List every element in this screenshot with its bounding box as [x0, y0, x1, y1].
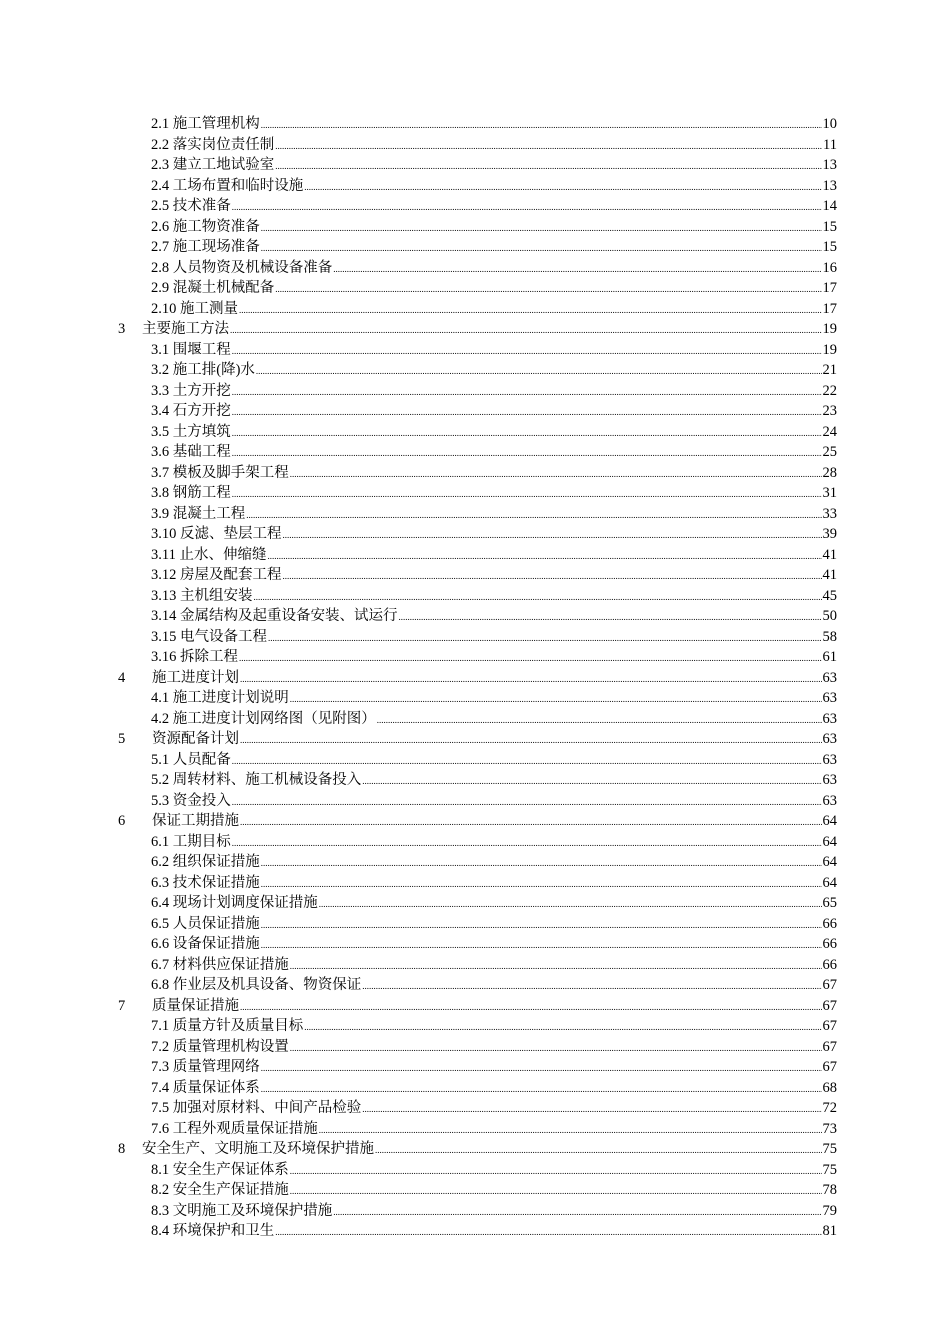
toc-entry-title: 3.4 石方开挖 — [151, 403, 231, 419]
toc-entry-title: 3.3 土方开挖 — [151, 382, 231, 399]
toc-dot-leader — [362, 1099, 821, 1120]
toc-entry-row — [151, 688, 837, 710]
toc-entry-title: 7.5 加强对原材料、中间产品检验 — [151, 1100, 362, 1116]
toc-dot-leader — [261, 238, 822, 259]
toc-entry-row — [151, 114, 837, 136]
toc-dot-leader — [319, 894, 822, 915]
toc-entry-row — [151, 1221, 837, 1243]
toc-entry-row — [151, 750, 837, 772]
toc-dot-leader — [261, 1079, 822, 1100]
toc-entry-row — [151, 709, 837, 731]
toc-dot-leader — [275, 156, 821, 177]
toc-section-entry[interactable] — [0, 914, 950, 935]
toc-section-entry[interactable] — [0, 217, 950, 238]
toc-entry-title: 2.10 施工测量 — [151, 300, 238, 317]
toc-dot-leader — [232, 833, 822, 854]
toc-entry-title: 质量保证措施 — [152, 997, 239, 1014]
toc-page-number: 17 — [822, 300, 837, 317]
toc-dot-leader — [275, 279, 821, 300]
toc-section-entry[interactable] — [0, 401, 950, 422]
toc-chapter-number: 6 — [118, 813, 126, 829]
toc-section-entry[interactable] — [0, 176, 950, 197]
toc-dot-leader — [261, 218, 822, 239]
toc-entry-row — [151, 217, 837, 239]
toc-chapter-entry[interactable] — [0, 668, 950, 689]
toc-entry-title: 5.2 周转材料、施工机械设备投入 — [151, 772, 362, 788]
toc-page-number: 45 — [822, 587, 837, 604]
toc-entry-title: 保证工期措施 — [152, 813, 239, 829]
toc-dot-leader — [261, 1058, 822, 1079]
toc-section-entry[interactable] — [0, 278, 950, 299]
toc-entry-row — [151, 340, 837, 362]
toc-dot-leader — [261, 115, 822, 136]
toc-chapter-entry[interactable] — [0, 811, 950, 832]
toc-page-number: 33 — [822, 505, 837, 522]
toc-page-number: 75 — [822, 1161, 837, 1178]
toc-dot-leader — [290, 956, 822, 977]
toc-entry-row — [151, 565, 837, 587]
toc-section-entry[interactable] — [0, 893, 950, 914]
toc-dot-leader — [240, 669, 822, 690]
toc-page-number: 11 — [823, 136, 837, 153]
toc-section-entry[interactable] — [0, 114, 950, 135]
toc-entry-row — [151, 955, 837, 977]
toc-dot-leader — [261, 853, 822, 874]
toc-entry-row — [151, 463, 837, 485]
toc-section-entry[interactable] — [0, 155, 950, 176]
toc-page-number: 79 — [822, 1202, 837, 1219]
toc-entry-row — [151, 586, 837, 608]
toc-entry-title: 6.6 设备保证措施 — [151, 936, 260, 952]
toc-entry-row — [151, 1057, 837, 1079]
toc-entry-title: 2.6 施工物资准备 — [151, 218, 260, 235]
toc-entry-title: 3.6 基础工程 — [151, 444, 231, 460]
toc-dot-leader — [256, 361, 822, 382]
toc-entry-title: 5.3 资金投入 — [151, 792, 231, 809]
toc-section-entry[interactable] — [0, 975, 950, 996]
toc-page-number: 21 — [822, 362, 837, 378]
toc-section-entry[interactable] — [0, 709, 950, 730]
toc-page-number: 19 — [822, 341, 837, 358]
toc-entry-row — [151, 1078, 837, 1100]
toc-entry-row — [151, 627, 837, 649]
toc-entry-row — [151, 1016, 837, 1038]
toc-entry-title: 3.14 金属结构及起重设备安装、试运行 — [151, 608, 398, 624]
toc-section-entry[interactable] — [0, 955, 950, 976]
toc-entry-row — [151, 483, 837, 505]
toc-entry-row — [151, 1180, 837, 1202]
toc-entry-title: 6.3 技术保证措施 — [151, 874, 260, 891]
toc-dot-leader — [267, 546, 821, 567]
toc-section-entry[interactable] — [0, 1180, 950, 1201]
toc-entry-row — [151, 873, 837, 895]
toc-section-entry[interactable] — [0, 504, 950, 525]
toc-page-number: 16 — [822, 259, 837, 276]
table-of-contents — [0, 114, 950, 1242]
toc-page-number: 67 — [822, 997, 837, 1014]
toc-page-number: 63 — [822, 792, 837, 809]
toc-page-number: 15 — [822, 239, 837, 255]
toc-dot-leader — [261, 915, 822, 936]
toc-entry-row — [151, 196, 837, 218]
toc-page-number: 25 — [822, 444, 837, 460]
toc-entry-row — [151, 155, 837, 177]
toc-page-number: 23 — [822, 403, 837, 419]
toc-entry-title: 7.4 质量保证体系 — [151, 1079, 260, 1096]
toc-page-number: 41 — [822, 567, 837, 583]
toc-entry-title: 6.5 人员保证措施 — [151, 915, 260, 932]
toc-page-number: 19 — [822, 321, 837, 337]
toc-page-number: 67 — [822, 1018, 837, 1034]
toc-dot-leader — [232, 382, 822, 403]
toc-entry-title: 3.11 止水、伸缩缝 — [151, 546, 267, 563]
toc-page-number: 63 — [822, 710, 837, 727]
toc-page-number: 39 — [822, 526, 837, 542]
toc-page-number: 28 — [822, 464, 837, 481]
toc-section-entry[interactable] — [0, 791, 950, 812]
toc-entry-title: 3.5 土方填筑 — [151, 423, 231, 440]
toc-section-entry[interactable] — [0, 1160, 950, 1181]
toc-entry-title: 8.1 安全生产保证体系 — [151, 1161, 289, 1178]
toc-page-number: 63 — [822, 690, 837, 706]
toc-page-number: 73 — [822, 1120, 837, 1137]
toc-entry-title: 3.12 房屋及配套工程 — [151, 567, 282, 583]
toc-page-number: 15 — [822, 218, 837, 235]
toc-entry-row — [142, 319, 837, 341]
toc-entry-row — [151, 401, 837, 423]
toc-dot-leader — [232, 402, 822, 423]
toc-section-entry[interactable] — [0, 299, 950, 320]
toc-section-entry[interactable] — [0, 586, 950, 607]
toc-entry-row — [152, 729, 837, 751]
toc-page-number: 58 — [822, 628, 837, 645]
toc-page-number: 78 — [822, 1182, 837, 1198]
toc-entry-row — [151, 422, 837, 444]
toc-dot-leader — [268, 628, 822, 649]
toc-entry-title: 2.4 工场布置和临时设施 — [151, 177, 304, 194]
toc-dot-leader — [240, 730, 822, 751]
toc-dot-leader — [362, 976, 821, 997]
toc-page-number: 67 — [822, 1059, 837, 1075]
toc-page-number: 67 — [822, 1038, 837, 1055]
toc-dot-leader — [319, 1120, 822, 1141]
toc-section-entry[interactable] — [0, 135, 950, 156]
toc-page-number: 22 — [822, 382, 837, 399]
toc-entry-row — [151, 504, 837, 526]
toc-entry-title: 3.13 主机组安装 — [151, 587, 253, 604]
toc-page-number: 63 — [822, 772, 837, 788]
toc-section-entry[interactable] — [0, 237, 950, 258]
toc-entry-row — [151, 1201, 837, 1223]
toc-entry-title: 3.15 电气设备工程 — [151, 628, 267, 645]
toc-dot-leader — [232, 341, 822, 362]
toc-entry-row — [151, 791, 837, 813]
toc-entry-title: 5.1 人员配备 — [151, 751, 231, 768]
toc-chapter-number: 5 — [118, 731, 126, 747]
toc-dot-leader — [375, 1140, 822, 1161]
toc-dot-leader — [254, 587, 822, 608]
toc-entry-title: 3.2 施工排(降)水 — [151, 362, 255, 378]
toc-entry-title: 主要施工方法 — [142, 321, 229, 337]
toc-entry-title: 6.2 组织保证措施 — [151, 854, 260, 870]
toc-entry-title: 2.9 混凝土机械配备 — [151, 280, 275, 296]
toc-entry-title: 安全生产、文明施工及环境保护措施 — [142, 1141, 374, 1157]
toc-entry-title: 3.7 模板及脚手架工程 — [151, 464, 289, 481]
toc-dot-leader — [290, 1181, 822, 1202]
toc-entry-title: 8.2 安全生产保证措施 — [151, 1182, 289, 1198]
toc-entry-row — [151, 442, 837, 464]
toc-page-number: 31 — [822, 485, 837, 501]
toc-section-entry[interactable] — [0, 688, 950, 709]
toc-dot-leader — [239, 648, 822, 669]
toc-entry-title: 3.9 混凝土工程 — [151, 505, 246, 522]
toc-dot-leader — [290, 464, 822, 485]
toc-entry-row — [152, 668, 837, 690]
toc-page-number: 63 — [822, 669, 837, 686]
toc-section-entry[interactable] — [0, 360, 950, 381]
toc-entry-title: 6.8 作业层及机具设备、物资保证 — [151, 977, 362, 993]
toc-dot-leader — [261, 935, 822, 956]
toc-page-number: 24 — [822, 423, 837, 440]
toc-section-entry[interactable] — [0, 1037, 950, 1058]
toc-entry-title: 7.2 质量管理机构设置 — [151, 1038, 289, 1055]
toc-page-number: 50 — [822, 608, 837, 624]
toc-entry-row — [142, 1139, 837, 1161]
toc-dot-leader — [232, 751, 822, 772]
toc-entry-title: 8.3 文明施工及环境保护措施 — [151, 1202, 333, 1219]
toc-section-entry[interactable] — [0, 852, 950, 873]
toc-entry-row — [151, 1037, 837, 1059]
toc-section-entry[interactable] — [0, 545, 950, 566]
toc-entry-row — [151, 524, 837, 546]
toc-chapter-number: 3 — [118, 321, 126, 337]
toc-chapter-entry[interactable] — [0, 319, 950, 340]
toc-entry-title: 2.5 技术准备 — [151, 198, 231, 214]
toc-entry-row — [151, 381, 837, 403]
toc-page-number: 17 — [822, 280, 837, 296]
toc-entry-row — [151, 770, 837, 792]
toc-entry-title: 2.7 施工现场准备 — [151, 239, 260, 255]
toc-entry-row — [151, 914, 837, 936]
toc-page-number: 66 — [822, 956, 837, 973]
toc-entry-row — [151, 852, 837, 874]
toc-page-number: 81 — [822, 1223, 837, 1239]
toc-entry-title: 3.10 反滤、垫层工程 — [151, 526, 282, 542]
toc-dot-leader — [333, 1202, 821, 1223]
toc-entry-title: 2.8 人员物资及机械设备准备 — [151, 259, 333, 276]
toc-page-number: 65 — [822, 895, 837, 911]
toc-page-number: 10 — [822, 116, 837, 132]
toc-section-entry[interactable] — [0, 1119, 950, 1140]
toc-section-entry[interactable] — [0, 1078, 950, 1099]
toc-section-entry[interactable] — [0, 340, 950, 361]
toc-entry-title: 3.8 钢筋工程 — [151, 485, 231, 501]
toc-entry-row — [151, 135, 837, 157]
toc-page-number: 68 — [822, 1079, 837, 1096]
toc-chapter-entry[interactable] — [0, 729, 950, 750]
toc-dot-leader — [239, 300, 822, 321]
toc-dot-leader — [261, 874, 822, 895]
toc-entry-title: 6.1 工期目标 — [151, 833, 231, 850]
toc-entry-row — [152, 811, 837, 833]
toc-entry-title: 4.1 施工进度计划说明 — [151, 690, 289, 706]
toc-entry-title: 3.16 拆除工程 — [151, 649, 238, 665]
toc-page-number: 75 — [822, 1141, 837, 1157]
toc-section-entry[interactable] — [0, 1057, 950, 1078]
toc-entry-row — [151, 237, 837, 259]
toc-dot-leader — [290, 689, 822, 710]
toc-section-entry[interactable] — [0, 463, 950, 484]
toc-entry-title: 6.4 现场计划调度保证措施 — [151, 895, 318, 911]
toc-section-entry[interactable] — [0, 258, 950, 279]
toc-dot-leader — [275, 1222, 821, 1243]
toc-page-number: 64 — [822, 833, 837, 850]
toc-entry-row — [151, 258, 837, 280]
toc-entry-title: 4.2 施工进度计划网络图（见附图） — [151, 710, 376, 727]
toc-section-entry[interactable] — [0, 934, 950, 955]
toc-entry-row — [152, 996, 837, 1018]
toc-page-number: 63 — [822, 751, 837, 768]
toc-section-entry[interactable] — [0, 1201, 950, 1222]
toc-page-number: 67 — [822, 977, 837, 993]
toc-section-entry[interactable] — [0, 1098, 950, 1119]
toc-dot-leader — [283, 525, 822, 546]
toc-entry-row — [151, 176, 837, 198]
toc-dot-leader — [399, 607, 822, 628]
toc-page-number: 64 — [822, 874, 837, 891]
toc-page-number: 66 — [822, 936, 837, 952]
toc-entry-row — [151, 975, 837, 997]
toc-entry-title: 3.1 围堰工程 — [151, 341, 231, 358]
toc-dot-leader — [246, 505, 821, 526]
toc-dot-leader — [232, 484, 822, 505]
toc-page-number: 72 — [822, 1100, 837, 1116]
toc-entry-title: 2.2 落实岗位责任制 — [151, 136, 275, 153]
toc-section-entry[interactable] — [0, 524, 950, 545]
toc-dot-leader — [230, 320, 822, 341]
toc-chapter-entry[interactable] — [0, 996, 950, 1017]
toc-dot-leader — [275, 136, 822, 157]
toc-entry-title: 7.3 质量管理网络 — [151, 1059, 260, 1075]
toc-section-entry[interactable] — [0, 1016, 950, 1037]
toc-entry-title: 6.7 材料供应保证措施 — [151, 956, 289, 973]
toc-entry-row — [151, 832, 837, 854]
toc-section-entry[interactable] — [0, 422, 950, 443]
toc-section-entry[interactable] — [0, 873, 950, 894]
toc-dot-leader — [232, 443, 822, 464]
toc-dot-leader — [232, 792, 822, 813]
toc-page-number: 66 — [822, 915, 837, 932]
toc-entry-title: 资源配备计划 — [152, 731, 239, 747]
toc-entry-row — [151, 1160, 837, 1182]
toc-dot-leader — [240, 812, 822, 833]
toc-page-number: 64 — [822, 813, 837, 829]
toc-section-entry[interactable] — [0, 647, 950, 668]
toc-section-entry[interactable] — [0, 770, 950, 791]
toc-entry-title: 7.1 质量方针及质量目标 — [151, 1018, 304, 1034]
toc-page-number: 63 — [822, 731, 837, 747]
toc-page-number: 13 — [822, 177, 837, 194]
toc-dot-leader — [290, 1161, 822, 1182]
toc-page-number: 61 — [822, 649, 837, 665]
toc-page-number: 13 — [822, 157, 837, 173]
toc-chapter-entry[interactable] — [0, 1139, 950, 1160]
toc-chapter-number: 4 — [118, 669, 126, 686]
toc-entry-row — [151, 278, 837, 300]
toc-entry-row — [151, 299, 837, 321]
toc-entry-row — [151, 606, 837, 628]
toc-dot-leader — [240, 997, 822, 1018]
toc-entry-title: 7.6 工程外观质量保证措施 — [151, 1120, 318, 1137]
toc-entry-row — [151, 1119, 837, 1141]
toc-page-number: 14 — [822, 198, 837, 214]
toc-entry-row — [151, 647, 837, 669]
toc-section-entry[interactable] — [0, 483, 950, 504]
toc-entry-title: 施工进度计划 — [152, 669, 239, 686]
toc-entry-row — [151, 1098, 837, 1120]
toc-section-entry[interactable] — [0, 381, 950, 402]
toc-section-entry[interactable] — [0, 565, 950, 586]
toc-entry-row — [151, 934, 837, 956]
toc-dot-leader — [304, 177, 821, 198]
toc-dot-leader — [283, 566, 822, 587]
toc-section-entry[interactable] — [0, 832, 950, 853]
toc-entry-row — [151, 360, 837, 382]
toc-entry-row — [151, 545, 837, 567]
toc-dot-leader — [362, 771, 821, 792]
toc-entry-row — [151, 893, 837, 915]
toc-section-entry[interactable] — [0, 627, 950, 648]
toc-chapter-number: 7 — [118, 997, 126, 1014]
toc-chapter-number: 8 — [118, 1141, 126, 1157]
toc-page-number: 64 — [822, 854, 837, 870]
toc-dot-leader — [377, 710, 822, 731]
toc-dot-leader — [290, 1038, 822, 1059]
toc-dot-leader — [333, 259, 821, 280]
toc-section-entry[interactable] — [0, 1221, 950, 1242]
toc-entry-title: 8.4 环境保护和卫生 — [151, 1223, 275, 1239]
toc-section-entry[interactable] — [0, 196, 950, 217]
toc-dot-leader — [232, 423, 822, 444]
toc-entry-title: 2.1 施工管理机构 — [151, 116, 260, 132]
toc-dot-leader — [232, 197, 822, 218]
toc-section-entry[interactable] — [0, 606, 950, 627]
toc-section-entry[interactable] — [0, 442, 950, 463]
toc-entry-title: 2.3 建立工地试验室 — [151, 157, 275, 173]
toc-page-number: 41 — [822, 546, 837, 563]
toc-dot-leader — [304, 1017, 821, 1038]
toc-section-entry[interactable] — [0, 750, 950, 771]
